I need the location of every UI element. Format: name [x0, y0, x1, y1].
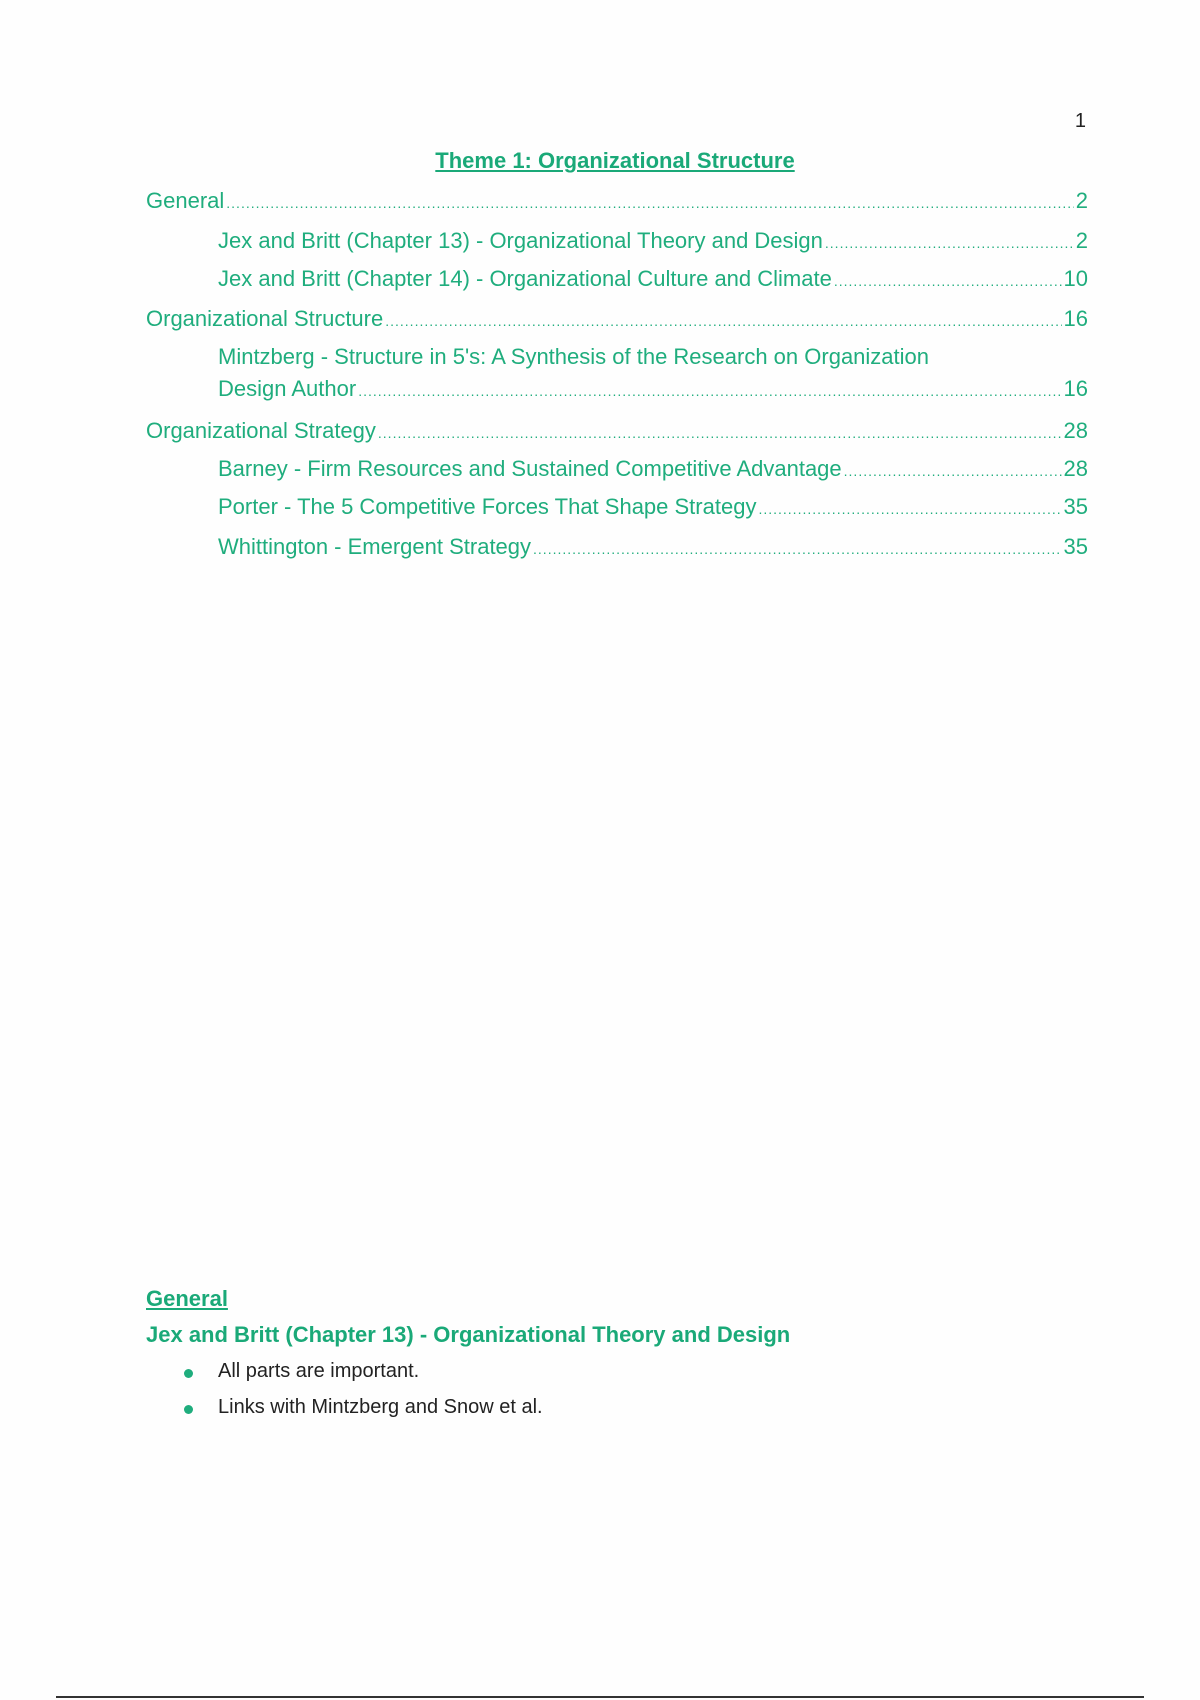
toc-entry-whittington[interactable] — [218, 534, 1088, 560]
toc-entry-label: General — [146, 188, 225, 213]
section-heading-general: General — [146, 1286, 228, 1311]
toc-leader-dots — [358, 383, 1061, 399]
toc-entry-page: 28 — [1063, 456, 1088, 481]
toc-leader-dots — [844, 463, 1062, 479]
bullet-list — [146, 1360, 543, 1432]
document-title: Theme 1: Organizational Structure — [435, 148, 795, 173]
toc-entry-page: 35 — [1063, 534, 1088, 559]
toc-entry-label: Jex and Britt (Chapter 13) - Organizational Theory and Design — [218, 228, 823, 253]
toc-entry-jex-britt-14[interactable] — [218, 266, 1088, 292]
toc-entry-label: Whittington - Emergent Strategy — [218, 534, 532, 559]
toc-entry-jex-britt-13[interactable] — [218, 228, 1088, 254]
toc-entry-label: Jex and Britt (Chapter 14) - Organizational Culture and Climate — [218, 266, 832, 291]
toc-leader-dots — [226, 195, 1073, 211]
toc-entry-label: Porter - The 5 Competitive Forces That Shape Strategy — [218, 494, 757, 519]
toc-entry-page: 2 — [1075, 188, 1088, 213]
page-number: 1 — [1074, 110, 1086, 132]
toc-entry-page: 2 — [1075, 228, 1088, 253]
toc-leader-dots — [533, 541, 1061, 557]
toc-entry-page: 16 — [1063, 376, 1088, 401]
toc-entry-page: 10 — [1063, 266, 1088, 291]
toc-entry-porter[interactable] — [218, 494, 1088, 520]
toc-entry-organizational-strategy[interactable] — [146, 418, 1088, 444]
toc-leader-dots — [378, 425, 1062, 441]
subsection-heading: Jex and Britt (Chapter 13) - Organizational Theory and Design — [146, 1322, 791, 1347]
toc-leader-dots — [758, 501, 1061, 517]
toc-entry-page: 35 — [1063, 494, 1088, 519]
toc-entry-label: Barney - Firm Resources and Sustained Competitive Advantage — [218, 456, 842, 481]
list-item: Links with Mintzberg and Snow et al. — [146, 1396, 543, 1432]
toc-entry-label-line2: Design Author — [218, 376, 357, 401]
toc-entry-label: Organizational Strategy — [146, 418, 376, 443]
toc-entry-mintzberg[interactable] — [218, 344, 1088, 402]
toc-leader-dots — [834, 273, 1062, 289]
list-item: All parts are important. — [146, 1360, 543, 1396]
page-divider — [56, 1696, 1144, 1698]
toc-entry-label-line1: Mintzberg - Structure in 5's: A Synthesis of the Research on Organization — [218, 344, 930, 369]
toc-entry-general[interactable] — [146, 188, 1088, 214]
toc-entry-page: 28 — [1063, 418, 1088, 443]
toc-leader-dots — [385, 313, 1061, 329]
toc-entry-barney[interactable] — [218, 456, 1088, 482]
toc-leader-dots — [825, 235, 1074, 251]
toc-entry-label: Organizational Structure — [146, 306, 384, 331]
toc-entry-organizational-structure[interactable] — [146, 306, 1088, 332]
toc-entry-page: 16 — [1063, 306, 1088, 331]
